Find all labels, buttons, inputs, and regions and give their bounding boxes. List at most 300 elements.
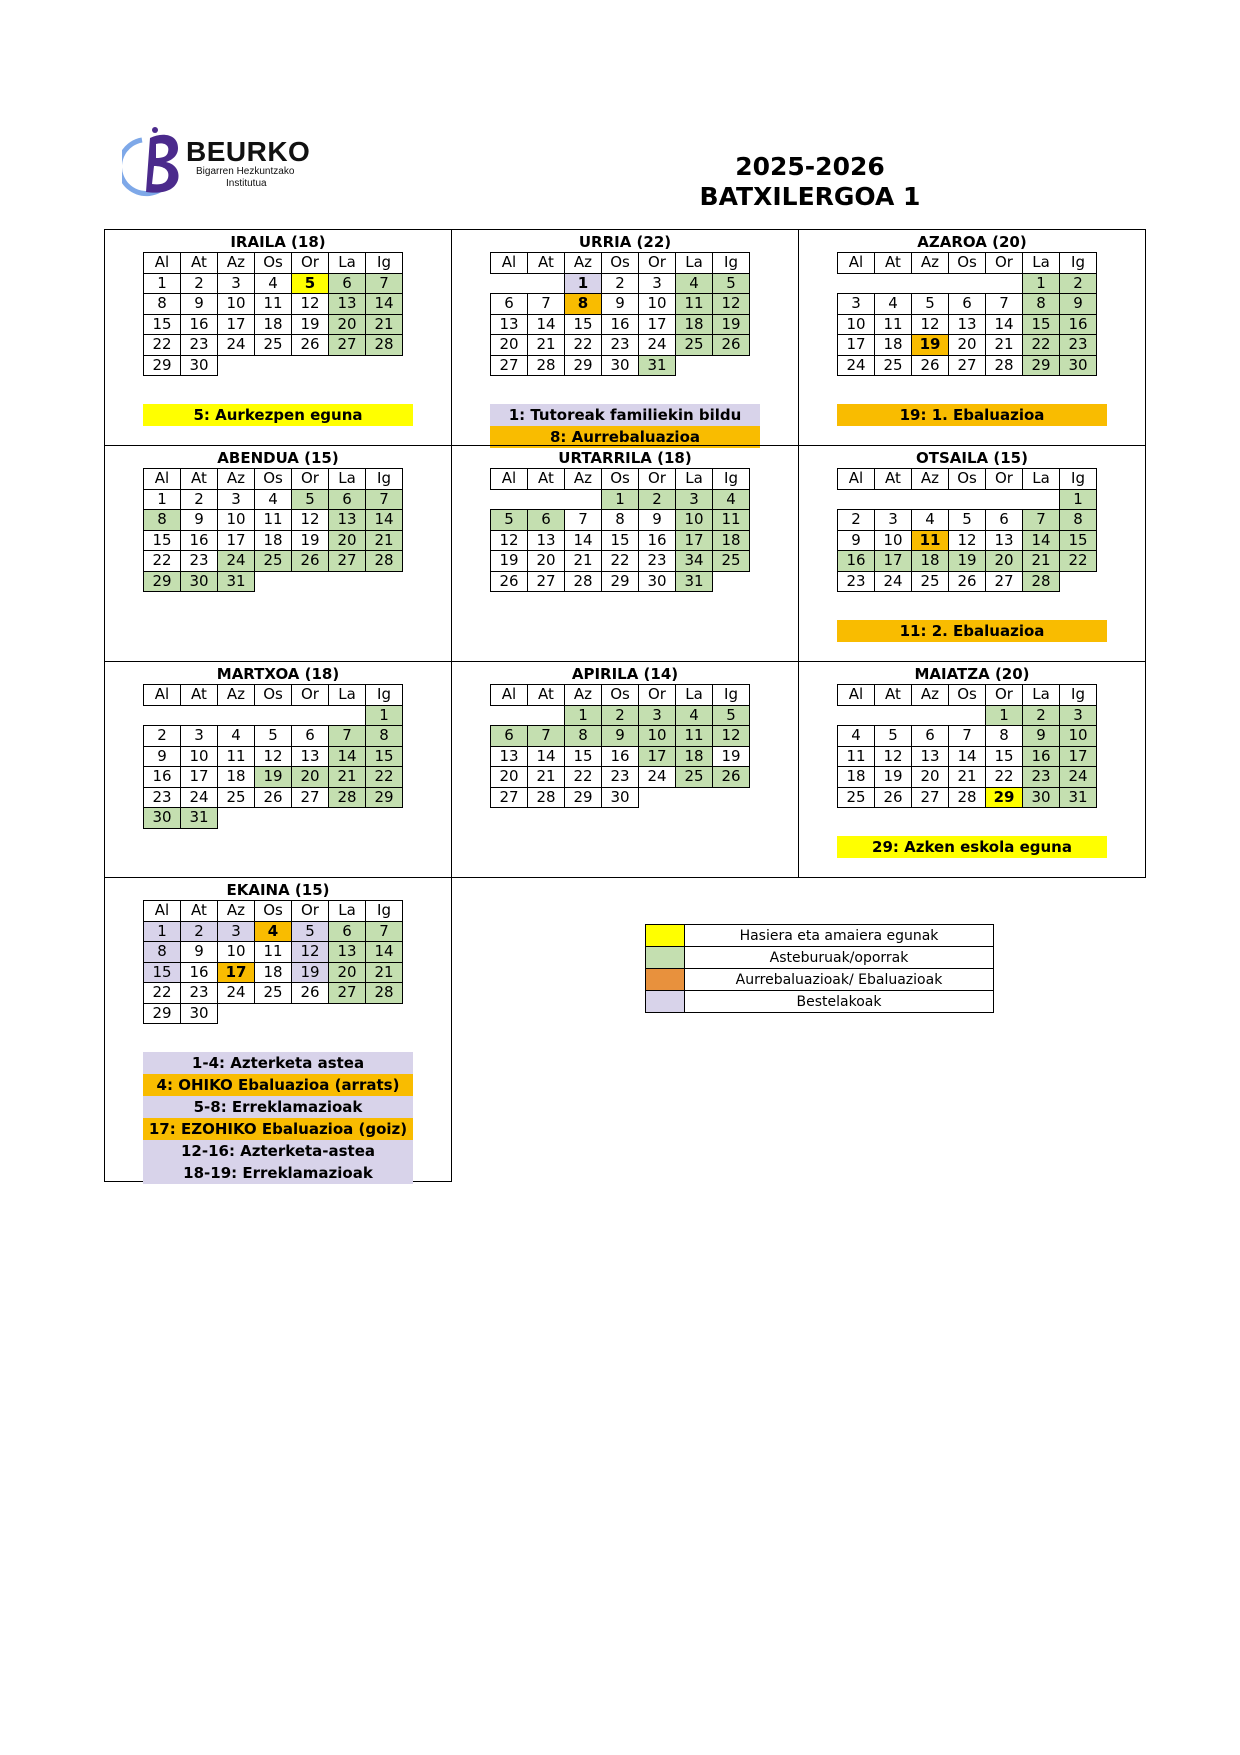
day-cell: 30 (602, 787, 639, 808)
day-cell: 14 (528, 314, 565, 335)
month-block (104, 229, 452, 446)
day-cell: 15 (144, 962, 181, 983)
month-block (798, 661, 1146, 878)
day-cell: 26 (912, 355, 949, 376)
day-cell: 24 (838, 355, 875, 376)
day-cell: 31 (639, 355, 676, 376)
day-cell: 10 (875, 530, 912, 551)
weekday-header: Or (292, 901, 329, 922)
day-cell: 7 (329, 726, 366, 747)
day-cell: 4 (676, 705, 713, 726)
empty-day-cell (912, 273, 949, 294)
day-cell: 21 (528, 767, 565, 788)
legend-swatch (646, 969, 685, 991)
day-cell: 11 (912, 530, 949, 551)
day-cell: 15 (1060, 530, 1097, 551)
legend-label: Asteburuak/oporrak (685, 947, 994, 969)
weekday-header: At (875, 685, 912, 706)
weekday-header: Os (949, 685, 986, 706)
day-cell: 29 (565, 355, 602, 376)
day-cell: 7 (565, 510, 602, 531)
day-cell: 13 (949, 314, 986, 335)
day-cell: 24 (181, 787, 218, 808)
day-cell: 18 (875, 335, 912, 356)
empty-day-cell (366, 571, 403, 592)
day-cell: 25 (255, 983, 292, 1004)
empty-day-cell (329, 705, 366, 726)
logo-name: BEURKO (186, 136, 311, 167)
month-block (451, 445, 799, 662)
day-cell: 14 (329, 746, 366, 767)
day-cell: 1 (565, 705, 602, 726)
day-cell: 5 (255, 726, 292, 747)
day-cell: 22 (1023, 335, 1060, 356)
day-cell: 29 (366, 787, 403, 808)
day-cell: 2 (1060, 273, 1097, 294)
day-cell: 22 (602, 551, 639, 572)
day-cell: 16 (181, 314, 218, 335)
day-cell: 15 (565, 746, 602, 767)
day-cell: 5 (292, 273, 329, 294)
day-cell: 16 (639, 530, 676, 551)
day-cell: 3 (218, 921, 255, 942)
weekday-header: At (181, 901, 218, 922)
day-cell: 6 (986, 510, 1023, 531)
beurko-logo-mark-icon (122, 124, 192, 206)
day-cell: 5 (949, 510, 986, 531)
day-cell: 26 (491, 571, 528, 592)
day-cell: 16 (1060, 314, 1097, 335)
day-cell: 29 (565, 787, 602, 808)
empty-day-cell (366, 355, 403, 376)
day-cell: 17 (676, 530, 713, 551)
day-cell: 15 (366, 746, 403, 767)
empty-day-cell (875, 489, 912, 510)
day-cell: 7 (366, 489, 403, 510)
weekday-header: Ig (366, 685, 403, 706)
empty-day-cell (255, 571, 292, 592)
empty-day-cell (949, 489, 986, 510)
day-cell: 9 (639, 510, 676, 531)
day-cell: 21 (366, 314, 403, 335)
weekday-header: Ig (1060, 469, 1097, 490)
day-cell: 3 (838, 294, 875, 315)
empty-day-cell (255, 705, 292, 726)
weekday-header: At (181, 469, 218, 490)
weekday-header: Ig (366, 469, 403, 490)
day-cell: 28 (366, 335, 403, 356)
day-cell: 15 (1023, 314, 1060, 335)
empty-day-cell (491, 489, 528, 510)
weekday-header: Az (565, 469, 602, 490)
day-cell: 11 (713, 510, 750, 531)
weekday-header: Os (255, 469, 292, 490)
day-cell: 8 (144, 942, 181, 963)
month-days-table (837, 468, 1097, 592)
day-cell: 6 (912, 726, 949, 747)
weekday-header: Al (838, 253, 875, 274)
day-cell: 18 (255, 962, 292, 983)
empty-day-cell (986, 489, 1023, 510)
legend-swatch (646, 925, 685, 947)
day-cell: 11 (676, 294, 713, 315)
empty-day-cell (329, 355, 366, 376)
day-cell: 14 (949, 746, 986, 767)
weekday-header: La (1023, 685, 1060, 706)
day-cell: 13 (912, 746, 949, 767)
day-cell: 34 (676, 551, 713, 572)
month-block (104, 445, 452, 662)
weekday-header: La (1023, 253, 1060, 274)
day-cell: 18 (713, 530, 750, 551)
day-cell: 6 (329, 489, 366, 510)
weekday-header: Al (491, 469, 528, 490)
weekday-header: Al (144, 253, 181, 274)
day-cell: 4 (912, 510, 949, 531)
day-cell: 18 (218, 767, 255, 788)
day-cell: 10 (838, 314, 875, 335)
day-cell: 20 (986, 551, 1023, 572)
day-cell: 8 (986, 726, 1023, 747)
day-cell: 11 (255, 294, 292, 315)
day-cell: 4 (713, 489, 750, 510)
empty-day-cell (838, 273, 875, 294)
day-cell: 23 (181, 551, 218, 572)
day-cell: 10 (218, 942, 255, 963)
month-name: IRAILA (18) (230, 233, 326, 251)
day-cell: 24 (875, 571, 912, 592)
day-cell: 17 (218, 314, 255, 335)
day-cell: 26 (255, 787, 292, 808)
day-cell: 28 (366, 551, 403, 572)
day-cell: 2 (602, 273, 639, 294)
day-cell: 20 (329, 314, 366, 335)
day-cell: 21 (366, 530, 403, 551)
day-cell: 23 (1060, 335, 1097, 356)
day-cell: 17 (218, 962, 255, 983)
day-cell: 6 (491, 294, 528, 315)
day-cell: 29 (986, 787, 1023, 808)
color-legend (645, 924, 994, 1013)
day-cell: 31 (181, 808, 218, 829)
weekday-header: Or (292, 685, 329, 706)
day-cell: 1 (986, 705, 1023, 726)
month-note: 1-4: Azterketa astea (143, 1052, 413, 1074)
day-cell: 2 (838, 510, 875, 531)
month-name: URRIA (22) (578, 233, 672, 251)
day-cell: 13 (491, 746, 528, 767)
weekday-header: Ig (713, 685, 750, 706)
weekday-header: La (329, 253, 366, 274)
day-cell: 17 (875, 551, 912, 572)
weekday-header: Ig (366, 901, 403, 922)
day-cell: 13 (329, 294, 366, 315)
day-cell: 12 (875, 746, 912, 767)
day-cell: 10 (181, 746, 218, 767)
day-cell: 8 (1060, 510, 1097, 531)
day-cell: 7 (528, 294, 565, 315)
weekday-header: La (329, 901, 366, 922)
month-days-table (143, 252, 403, 376)
day-cell: 23 (181, 983, 218, 1004)
empty-day-cell (366, 1003, 403, 1024)
day-cell: 30 (144, 808, 181, 829)
day-cell: 22 (366, 767, 403, 788)
day-cell: 22 (144, 983, 181, 1004)
day-cell: 28 (1023, 571, 1060, 592)
day-cell: 16 (181, 530, 218, 551)
day-cell: 15 (565, 314, 602, 335)
weekday-header: Az (218, 685, 255, 706)
day-cell: 29 (602, 571, 639, 592)
day-cell: 23 (639, 551, 676, 572)
day-cell: 20 (528, 551, 565, 572)
empty-day-cell (144, 705, 181, 726)
day-cell: 24 (218, 551, 255, 572)
day-cell: 14 (366, 294, 403, 315)
day-cell: 10 (218, 510, 255, 531)
day-cell: 3 (639, 705, 676, 726)
day-cell: 6 (949, 294, 986, 315)
month-days-table (490, 252, 750, 376)
day-cell: 25 (713, 551, 750, 572)
weekday-header: Ig (713, 469, 750, 490)
day-cell: 5 (713, 705, 750, 726)
day-cell: 19 (292, 314, 329, 335)
logo-subtitle: Bigarren Hezkuntzako (196, 166, 295, 177)
day-cell: 30 (602, 355, 639, 376)
month-name: MAIATZA (20) (914, 665, 1030, 683)
day-cell: 5 (292, 489, 329, 510)
day-cell: 27 (329, 551, 366, 572)
day-cell: 20 (912, 767, 949, 788)
day-cell: 25 (255, 335, 292, 356)
day-cell: 25 (912, 571, 949, 592)
weekday-header: Az (565, 685, 602, 706)
course-title: BATXILERGOA 1 (699, 182, 921, 211)
day-cell: 25 (676, 335, 713, 356)
beurko-logo (122, 124, 322, 214)
legend-swatch (646, 991, 685, 1013)
day-cell: 24 (1060, 767, 1097, 788)
day-cell: 9 (838, 530, 875, 551)
weekday-header: Az (565, 253, 602, 274)
day-cell: 9 (1023, 726, 1060, 747)
weekday-header: Ig (713, 253, 750, 274)
day-cell: 16 (838, 551, 875, 572)
day-cell: 19 (875, 767, 912, 788)
day-cell: 8 (602, 510, 639, 531)
day-cell: 25 (255, 551, 292, 572)
day-cell: 5 (875, 726, 912, 747)
day-cell: 2 (639, 489, 676, 510)
weekday-header: La (1023, 469, 1060, 490)
day-cell: 15 (144, 530, 181, 551)
day-cell: 8 (366, 726, 403, 747)
day-cell: 4 (255, 921, 292, 942)
day-cell: 23 (838, 571, 875, 592)
empty-day-cell (949, 273, 986, 294)
weekday-header: Al (491, 253, 528, 274)
day-cell: 12 (713, 294, 750, 315)
empty-day-cell (329, 808, 366, 829)
weekday-header: At (528, 685, 565, 706)
weekday-header: Os (949, 253, 986, 274)
day-cell: 12 (713, 726, 750, 747)
day-cell: 2 (602, 705, 639, 726)
empty-day-cell (329, 571, 366, 592)
empty-day-cell (838, 705, 875, 726)
day-cell: 8 (144, 510, 181, 531)
day-cell: 21 (986, 335, 1023, 356)
day-cell: 27 (986, 571, 1023, 592)
day-cell: 12 (255, 746, 292, 767)
weekday-header: La (329, 685, 366, 706)
month-note: 17: EZOHIKO Ebaluazioa (goiz) (143, 1118, 413, 1140)
day-cell: 26 (292, 335, 329, 356)
weekday-header: Os (949, 469, 986, 490)
day-cell: 23 (602, 767, 639, 788)
weekday-header: Os (255, 253, 292, 274)
day-cell: 4 (218, 726, 255, 747)
day-cell: 21 (1023, 551, 1060, 572)
day-cell: 3 (218, 489, 255, 510)
day-cell: 11 (838, 746, 875, 767)
weekday-header: At (528, 469, 565, 490)
day-cell: 14 (366, 942, 403, 963)
month-name: ABENDUA (15) (217, 449, 339, 467)
day-cell: 21 (528, 335, 565, 356)
weekday-header: At (875, 253, 912, 274)
day-cell: 14 (528, 746, 565, 767)
day-cell: 27 (491, 787, 528, 808)
weekday-header: Ig (1060, 685, 1097, 706)
day-cell: 2 (181, 273, 218, 294)
day-cell: 14 (986, 314, 1023, 335)
month-note: 11: 2. Ebaluazioa (837, 620, 1107, 642)
month-days-table (143, 900, 403, 1024)
empty-day-cell (713, 355, 750, 376)
day-cell: 7 (528, 726, 565, 747)
day-cell: 9 (181, 942, 218, 963)
day-cell: 27 (528, 571, 565, 592)
empty-day-cell (292, 1003, 329, 1024)
empty-day-cell (218, 1003, 255, 1024)
day-cell: 20 (491, 767, 528, 788)
empty-day-cell (713, 787, 750, 808)
weekday-header: Az (218, 253, 255, 274)
day-cell: 16 (602, 746, 639, 767)
day-cell: 28 (565, 571, 602, 592)
weekday-header: La (676, 469, 713, 490)
weekday-header: La (329, 469, 366, 490)
day-cell: 30 (181, 571, 218, 592)
empty-day-cell (491, 273, 528, 294)
day-cell: 15 (986, 746, 1023, 767)
day-cell: 17 (639, 314, 676, 335)
month-note: 8: Aurrebaluazioa (490, 426, 760, 448)
weekday-header: Ig (1060, 253, 1097, 274)
day-cell: 16 (602, 314, 639, 335)
day-cell: 26 (713, 767, 750, 788)
legend-label: Aurrebaluazioak/ Ebaluazioak (685, 969, 994, 991)
month-days-table (143, 684, 403, 829)
month-days-table (143, 468, 403, 592)
weekday-header: Al (491, 685, 528, 706)
empty-day-cell (292, 705, 329, 726)
logo-subtitle-2: Institutua (226, 178, 267, 189)
day-cell: 18 (912, 551, 949, 572)
day-cell: 20 (949, 335, 986, 356)
day-cell: 13 (329, 510, 366, 531)
day-cell: 28 (366, 983, 403, 1004)
month-name: MARTXOA (18) (216, 665, 340, 683)
day-cell: 22 (144, 551, 181, 572)
day-cell: 14 (565, 530, 602, 551)
day-cell: 30 (1023, 787, 1060, 808)
day-cell: 19 (491, 551, 528, 572)
day-cell: 15 (602, 530, 639, 551)
day-cell: 25 (676, 767, 713, 788)
day-cell: 25 (838, 787, 875, 808)
weekday-header: Al (838, 685, 875, 706)
day-cell: 8 (565, 726, 602, 747)
empty-day-cell (255, 808, 292, 829)
month-days-table (837, 684, 1097, 808)
day-cell: 3 (181, 726, 218, 747)
day-cell: 6 (491, 726, 528, 747)
legend-swatch (646, 947, 685, 969)
weekday-header: Az (218, 901, 255, 922)
month-block (798, 445, 1146, 662)
day-cell: 19 (713, 746, 750, 767)
day-cell: 11 (255, 942, 292, 963)
day-cell: 23 (144, 787, 181, 808)
day-cell: 31 (1060, 787, 1097, 808)
day-cell: 4 (255, 273, 292, 294)
day-cell: 29 (144, 571, 181, 592)
empty-day-cell (949, 705, 986, 726)
month-days-table (490, 684, 750, 808)
weekday-header: Os (602, 253, 639, 274)
month-name: URTARRILA (18) (558, 449, 692, 467)
day-cell: 27 (912, 787, 949, 808)
empty-day-cell (1023, 489, 1060, 510)
school-year-title: 2025-2026 (735, 152, 885, 181)
empty-day-cell (875, 705, 912, 726)
day-cell: 13 (329, 942, 366, 963)
empty-day-cell (1060, 571, 1097, 592)
day-cell: 18 (255, 530, 292, 551)
weekday-header: Or (292, 253, 329, 274)
day-cell: 2 (181, 489, 218, 510)
day-cell: 22 (565, 767, 602, 788)
month-note: 1: Tutoreak familiekin bildu (490, 404, 760, 426)
empty-day-cell (528, 273, 565, 294)
month-days-table (837, 252, 1097, 376)
day-cell: 2 (1023, 705, 1060, 726)
day-cell: 8 (1023, 294, 1060, 315)
empty-day-cell (366, 808, 403, 829)
day-cell: 21 (366, 962, 403, 983)
empty-day-cell (218, 808, 255, 829)
day-cell: 30 (639, 571, 676, 592)
day-cell: 17 (181, 767, 218, 788)
day-cell: 12 (491, 530, 528, 551)
day-cell: 16 (1023, 746, 1060, 767)
empty-day-cell (676, 355, 713, 376)
day-cell: 9 (144, 746, 181, 767)
